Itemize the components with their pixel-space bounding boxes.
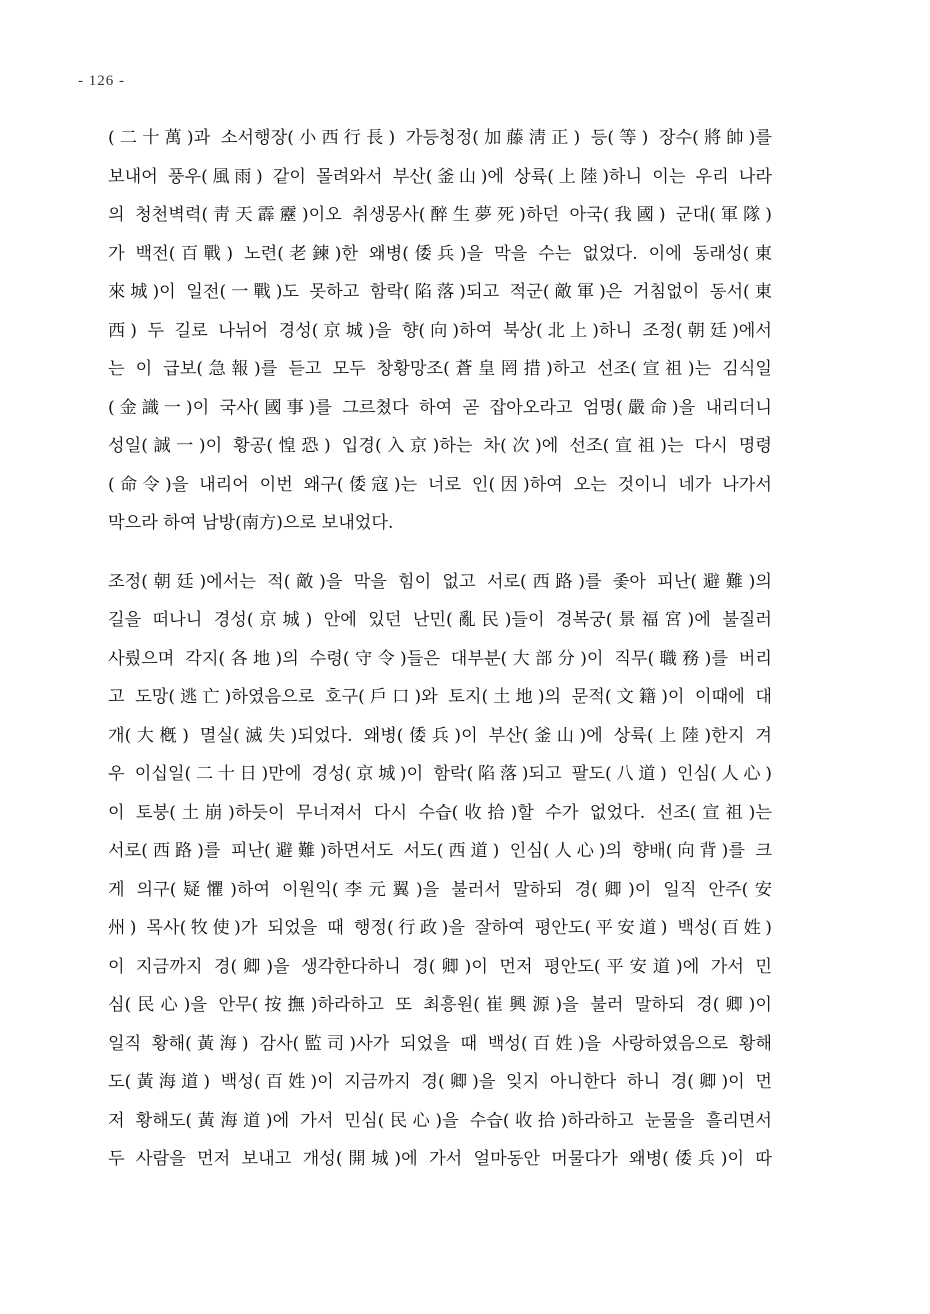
page-number: - 126 - (78, 73, 125, 89)
paragraph-2 (108, 567, 772, 1183)
text-line: 이 토붕(土崩)하듯이 무너져서 다시 수습(收拾)할 수가 없었다. 선조(宣祖)는 (108, 802, 772, 823)
text-line: (二十萬)과 소서행장(小西行長) 가등청정(加藤淸正) 등(等) 장수(將帥)를 (108, 128, 772, 148)
text-line: 일직 황해(黃海) 감사(監司)사가 되었을 때 백성(百姓)을 사랑하였음으로 황해 (108, 1033, 772, 1054)
text-line: 길을 떠나니 경성(京城) 안에 있던 난민(亂民)들이 경복궁(景福宮)에 불질러 (108, 610, 772, 630)
paragraph-1 (108, 123, 772, 547)
text-line: 조정(朝廷)에서는 적(敵)을 막을 힘이 없고 서로(西路)를 좇아 피난(避難)의 (108, 571, 772, 592)
text-line: 게 의구(疑懼)하여 이원익(李元翼)을 불러서 말하되 경(卿)이 일직 안주(安 (108, 879, 772, 900)
text-line: 도(黃海道) 백성(百姓)이 지금까지 경(卿)을 잊지 아니한다 하니 경(卿)이 먼 (108, 1072, 772, 1092)
text-line: 州) 목사(牧使)가 되었을 때 행정(行政)을 잘하여 평안도(平安道) 백성(百姓) (108, 918, 772, 938)
text-line: 가 백전(百戰) 노련(老鍊)한 왜병(倭兵)을 막을 수는 없었다. 이에 동래성(東 (108, 243, 772, 264)
text-line: (金識一)이 국사(國事)를 그르쳤다 하여 곧 잡아오라고 엄명(嚴命)을 내리더니 (108, 397, 772, 418)
text-line: 西) 두 길로 나뉘어 경성(京城)을 향(向)하여 북상(北上)하니 조정(朝廷)에서 (108, 320, 772, 341)
text-line: (命令)을 내리어 이번 왜구(倭寇)는 너로 인(因)하여 오는 것이니 네가 나가서 (108, 474, 772, 495)
document-body (108, 123, 772, 1183)
text-line: 이 지금까지 경(卿)을 생각한다하니 경(卿)이 먼저 평안도(平安道)에 가서 민 (108, 956, 772, 977)
text-line: 來城)이 일전(一戰)도 못하고 함락(陷落)되고 적군(敵軍)은 거침없이 동서(東 (108, 282, 772, 302)
text-line: 고 도망(逃亡)하였음으로 호구(戶口)와 토지(土地)의 문적(文籍)이 이때에 대 (108, 687, 772, 707)
text-line: 저 황해도(黃海道)에 가서 민심(民心)을 수습(收拾)하라하고 눈물을 흘리면서 (108, 1110, 772, 1131)
text-line: 보내어 풍우(風雨) 같이 몰려와서 부산(釜山)에 상륙(上陸)하니 이는 우리 나라 (108, 166, 772, 187)
text-line: 심(民心)을 안무(按撫)하라하고 또 최흥원(崔興源)을 불러 말하되 경(卿)이 (108, 995, 772, 1015)
text-line: 성일(誠一)이 황공(惶恐) 입경(入京)하는 차(次)에 선조(宣祖)는 다시 명령 (108, 436, 772, 456)
text-line: 개(大槪) 멸실(滅失)되었다. 왜병(倭兵)이 부산(釜山)에 상륙(上陸)한지 겨 (108, 725, 772, 746)
text-line: 는 이 급보(急報)를 듣고 모두 창황망조(蒼皇罔措)하고 선조(宣祖)는 김식일 (108, 359, 772, 379)
text-line: 의 청천벽력(靑天霹靂)이오 취생몽사(醉生夢死)하던 아국(我國) 군대(軍隊) (108, 205, 772, 225)
text-line: 사뤘으며 각지(各地)의 수령(守令)들은 대부분(大部分)이 직무(職務)를 버리 (108, 648, 772, 669)
text-line: 두 사람을 먼저 보내고 개성(開城)에 가서 얼마동안 머물다가 왜병(倭兵)이 따 (108, 1149, 772, 1169)
text-line: 서로(西路)를 피난(避難)하면서도 서도(西道) 인심(人心)의 향배(向背)를 크 (108, 841, 772, 861)
text-line: 우 이십일(二十日)만에 경성(京城)이 함락(陷落)되고 팔도(八道) 인심(人心) (108, 764, 772, 784)
text-line: 막으라 하여 남방(南方)으로 보내었다. (108, 513, 394, 533)
